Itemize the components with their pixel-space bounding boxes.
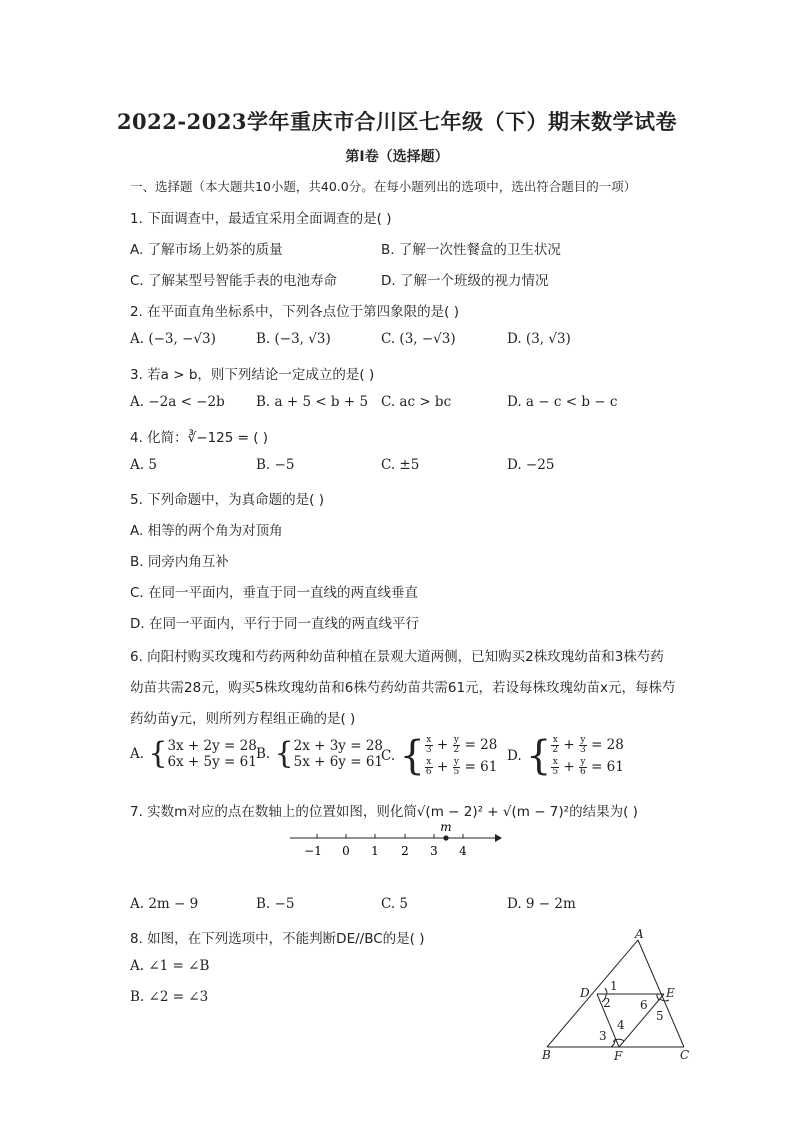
- q5-stem: 5. 下列命题中，为真命题的是( ): [130, 492, 324, 508]
- section-heading: 一、选择题（本大题共10小题，共40.0分。在每小题列出的选项中，选出符合题目的一项）: [130, 179, 637, 194]
- paper-part-subtitle: 第I卷（选择题）: [345, 149, 449, 165]
- q2-option-a: A. (−3, −√3): [130, 331, 216, 347]
- angle-4-label: 4: [617, 1018, 625, 1032]
- axis-ticks: [317, 834, 463, 838]
- q5-option-d: D. 在同一平面内，平行于同一直线的两直线平行: [130, 616, 419, 632]
- q8-triangle-figure: [535, 925, 705, 1065]
- q6-option-c-label: C.: [381, 748, 396, 764]
- q6-option-b: B. { 2x + 3y = 28 5x + 6y = 61: [256, 736, 383, 771]
- q1-option-c: C. 了解某型号智能手表的电池寿命: [130, 273, 338, 289]
- q2-stem: 2. 在平面直角坐标系中，下列各点位于第四象限的是( ): [130, 304, 459, 320]
- q5-option-c: C. 在同一平面内，垂直于同一直线的两直线垂直: [130, 585, 419, 601]
- q5-option-a: A. 相等的两个角为对顶角: [130, 523, 283, 539]
- q3-option-d: D. a − c < b − c: [507, 394, 618, 410]
- tick-label: 2: [401, 844, 409, 858]
- q4-option-d: D. −25: [507, 457, 555, 473]
- tick-label: −1: [304, 844, 322, 858]
- tick-label: 3: [430, 844, 438, 858]
- q6-option-c: C. { $\frac{x}{3}$ + $\frac{y}{2}$ = 28 $\frac{x}{6}$ + $\frac{y}{5}$ = 61: [381, 733, 498, 779]
- q6-b-eq1: 2x + 3y = 28: [293, 738, 383, 754]
- q8-option-a: A. ∠1 = ∠B: [130, 958, 210, 974]
- q6-c-eq2: $\frac{x}{6}$ + $\frac{y}{5}$ = 61: [425, 757, 498, 777]
- q7-option-d: D. 9 − 2m: [507, 896, 576, 912]
- q4-option-b: B. −5: [256, 457, 295, 473]
- q7-stem: 7. 实数m对应的点在数轴上的位置如图，则化简√(m − 2)² + √(m − 7)²的结果为( ): [130, 804, 638, 820]
- tick-label: 4: [459, 844, 467, 858]
- q4-option-c: C. ±5: [381, 457, 420, 473]
- q6-option-b-label: B.: [256, 746, 271, 762]
- q7-number-line: [285, 820, 505, 860]
- angle-6-label: 6: [640, 998, 648, 1012]
- page-title: 2022-2023学年重庆市合川区七年级（下）期末数学试卷: [116, 109, 678, 134]
- q6-d-eq2: $\frac{x}{5}$ + $\frac{y}{6}$ = 61: [552, 757, 624, 777]
- vertex-b-label: B: [542, 1048, 551, 1062]
- q6-d-eq1: $\frac{x}{2}$ + $\frac{y}{3}$ = 28: [552, 735, 624, 755]
- q1-option-b: B. 了解一次性餐盒的卫生状况: [381, 242, 561, 258]
- angle-2-label: 2: [603, 996, 611, 1010]
- q6-stem-line3: 药幼苗y元，则所列方程组正确的是( ): [130, 711, 356, 727]
- point-m: [443, 835, 448, 840]
- q3-option-b: B. a + 5 < b + 5: [256, 394, 369, 410]
- q6-stem-line2: 幼苗共需28元，购买5株玫瑰幼苗和6株芍药幼苗共需61元，若设每株玫瑰幼苗x元，每株芍: [130, 680, 676, 696]
- vertex-e-label: E: [666, 986, 675, 1000]
- q2-option-d: D. (3, √3): [507, 331, 571, 347]
- angle-1-label: 1: [610, 979, 618, 993]
- q3-option-c: C. ac > bc: [381, 394, 452, 410]
- q6-b-eq2: 5x + 6y = 61: [293, 754, 383, 770]
- vertex-d-label: D: [580, 986, 590, 1000]
- q6-option-a-label: A.: [130, 746, 145, 762]
- q6-option-d: D. { $\frac{x}{2}$ + $\frac{y}{3}$ = 28 $\frac{x}{5}$ + $\frac{y}{6}$ = 61: [507, 733, 624, 779]
- vertex-a-label: A: [635, 927, 644, 941]
- q6-option-a: A. { 3x + 2y = 28 6x + 5y = 61: [130, 736, 257, 771]
- q1-stem: 1. 下面调查中，最适宜采用全面调查的是( ): [130, 211, 392, 227]
- q7-option-a: A. 2m − 9: [130, 896, 199, 912]
- q4-stem: 4. 化简：∛−125 = ( ): [130, 430, 269, 446]
- q5-option-b: B. 同旁内角互补: [130, 554, 229, 570]
- q1-option-a: A. 了解市场上奶茶的质量: [130, 242, 283, 258]
- angle-3-label: 3: [599, 1029, 607, 1043]
- point-m-label: m: [440, 820, 452, 834]
- tick-label: 0: [342, 844, 350, 858]
- q3-option-a: A. −2a < −2b: [130, 394, 225, 410]
- q7-option-c: C. 5: [381, 896, 409, 912]
- q7-option-b: B. −5: [256, 896, 295, 912]
- arrow-icon: [495, 834, 502, 842]
- angle-5-label: 5: [656, 1009, 664, 1023]
- tick-label: 1: [371, 844, 379, 858]
- q4-option-a: A. 5: [130, 457, 157, 473]
- vertex-c-label: C: [680, 1048, 690, 1062]
- q8-option-b: B. ∠2 = ∠3: [130, 989, 209, 1005]
- q2-option-b: B. (−3, √3): [256, 331, 331, 347]
- vertex-f-label: F: [614, 1049, 623, 1063]
- q6-option-d-label: D.: [507, 748, 522, 764]
- q2-option-c: C. (3, −√3): [381, 331, 456, 347]
- q6-a-eq2: 6x + 5y = 61: [167, 754, 257, 770]
- q8-stem: 8. 如图，在下列选项中，不能判断DE//BC的是( ): [130, 931, 425, 947]
- q6-c-eq1: $\frac{x}{3}$ + $\frac{y}{2}$ = 28: [425, 735, 498, 755]
- q6-stem-line1: 6. 向阳村购买玫瑰和芍药两种幼苗种植在景观大道两侧，已知购买2株玫瑰幼苗和3株芍药: [130, 649, 664, 665]
- q6-a-eq1: 3x + 2y = 28: [167, 738, 257, 754]
- q3-stem: 3. 若a > b，则下列结论一定成立的是( ): [130, 367, 375, 383]
- q1-option-d: D. 了解一个班级的视力情况: [381, 273, 549, 289]
